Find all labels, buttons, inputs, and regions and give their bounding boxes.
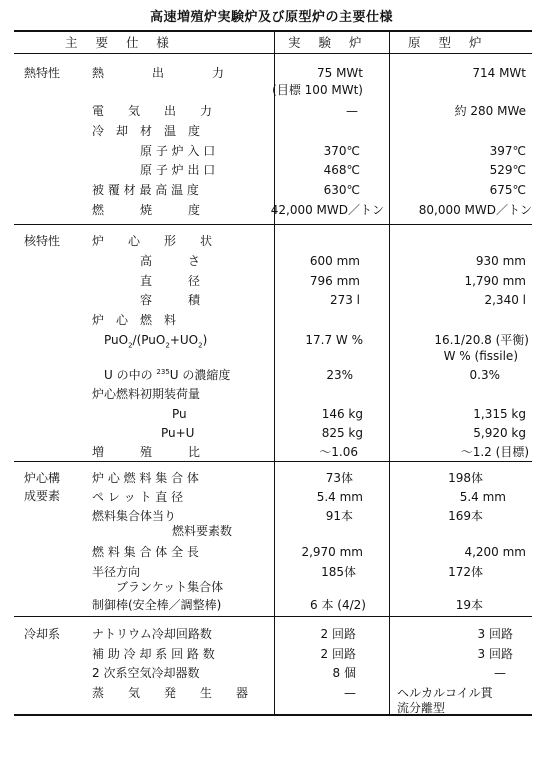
label-sodium-loops: ナトリウム冷却回路数 <box>92 627 212 641</box>
proto-puo2-unit: W % (fissile) <box>443 349 518 363</box>
proto-steam-generator: ヘルカルコイル貫 <box>397 686 493 700</box>
exp-pu-u: 825 kg <box>321 426 363 440</box>
proto-pu: 1,315 kg <box>473 407 526 421</box>
proto-u235-enrichment: 0.3% <box>469 368 500 382</box>
exp-reactor-outlet: 468℃ <box>323 163 360 177</box>
exp-aux-loops: 2 回路 <box>320 647 356 661</box>
header-prototype: 原 型 炉 <box>408 35 489 50</box>
proto-thermal-power: 714 MWt <box>472 66 526 80</box>
section-thermal: 熱特性 <box>24 66 61 80</box>
label-core-fuel: 炉 心 燃 料 <box>92 313 177 327</box>
label-assembly-length: 燃 料 集 合 体 全 長 <box>92 545 199 559</box>
label-u235-enrichment: U の中の $^{235}$U の濃縮度 <box>104 368 231 382</box>
exp-reactor-inlet: 370℃ <box>323 144 360 158</box>
exp-steam-generator: — <box>344 686 356 700</box>
proto-air-coolers: — <box>494 666 506 680</box>
label-air-coolers: 2 次系空気冷却器数 <box>92 666 200 680</box>
exp-thermal-power-target: (目標 100 MWt) <box>272 83 363 97</box>
section-rule-core <box>14 616 532 617</box>
header-rule <box>14 53 532 54</box>
proto-aux-loops: 3 回路 <box>477 647 513 661</box>
exp-sodium-loops: 2 回路 <box>320 627 356 641</box>
exp-burnup: 42,000 MWD／トン <box>270 203 384 217</box>
exp-pellet-diameter: 5.4 mm <box>316 490 363 504</box>
proto-height: 930 mm <box>475 254 526 268</box>
proto-electric-power: 約 280 MWe <box>454 104 526 118</box>
proto-radial-blanket: 172体 <box>448 565 483 579</box>
exp-cladding-temp: 630℃ <box>323 183 360 197</box>
label-puo2-ratio: $PuO_2/(PuO_2+UO_2)$ <box>104 333 208 350</box>
header-experimental: 実 験 炉 <box>288 35 369 50</box>
label-reactor-outlet: 原 子 炉 出 口 <box>140 163 216 177</box>
label-pins-per-assembly: 燃料集合体当り <box>92 509 177 523</box>
table-title: 高速増殖炉実験炉及び原型炉の主要仕様 <box>149 10 393 25</box>
label-radial-blanket-2: ブランケット集合体 <box>116 580 224 594</box>
section-rule-thermal <box>14 224 532 225</box>
proto-pellet-diameter: 5.4 mm <box>459 490 506 504</box>
label-pellet-diameter: ペ レ ッ ト 直 径 <box>92 490 184 504</box>
proto-control-rods: 19本 <box>455 598 483 612</box>
exp-electric-power: — <box>346 104 358 118</box>
proto-burnup: 80,000 MWD／トン <box>418 203 532 217</box>
exp-air-coolers: 8 個 <box>332 666 356 680</box>
exp-assembly-length: 2,970 mm <box>301 545 363 559</box>
proto-pu-u: 5,920 kg <box>473 426 526 440</box>
proto-puo2-ratio: 16.1/20.8 (平衡) <box>434 333 529 347</box>
label-control-rods: 制御棒(安全棒／調整棒) <box>92 598 222 612</box>
label-diameter: 直 径 <box>140 274 201 288</box>
section-rule-nuclear <box>14 461 532 462</box>
label-breeding-ratio: 増 殖 比 <box>92 445 201 459</box>
label-fuel-assemblies: 炉 心 燃 料 集 合 体 <box>92 471 199 485</box>
proto-diameter: 1,790 mm <box>464 274 526 288</box>
label-burnup: 燃 焼 度 <box>92 203 201 217</box>
label-pins-per-assembly-2: 燃料要素数 <box>172 524 233 538</box>
label-steam-generator: 蒸 気 発 生 器 <box>92 686 249 700</box>
exp-thermal-power: 75 MWt <box>316 66 363 80</box>
proto-breeding-ratio: 〜1.2 (目標) <box>460 445 529 459</box>
proto-cladding-temp: 675℃ <box>489 183 526 197</box>
label-thermal-power: 熱 出 力 <box>92 66 225 80</box>
exp-pins-per-assembly: 91本 <box>325 509 353 523</box>
label-core-shape: 炉 心 形 状 <box>92 234 213 248</box>
label-pu-u: Pu+U <box>161 426 195 440</box>
label-cladding-temp: 被 覆 材 最 高 温 度 <box>92 183 199 197</box>
label-initial-fuel-load: 炉心燃料初期装荷量 <box>92 387 201 401</box>
proto-reactor-outlet: 529℃ <box>489 163 526 177</box>
label-aux-loops: 補 助 冷 却 系 回 路 数 <box>92 647 215 661</box>
bottom-rule <box>14 714 532 716</box>
exp-breeding-ratio: 〜1.06 <box>319 445 358 459</box>
exp-volume: 273 l <box>329 293 360 307</box>
label-reactor-inlet: 原 子 炉 入 口 <box>140 144 216 158</box>
proto-volume: 2,340 l <box>484 293 526 307</box>
exp-u235-enrichment: 23% <box>326 368 353 382</box>
section-core-1: 炉心構 <box>24 471 61 485</box>
proto-steam-generator-2: 流分離型 <box>397 701 446 715</box>
exp-pu: 146 kg <box>321 407 363 421</box>
section-cooling: 冷却系 <box>24 627 61 641</box>
section-nuclear: 核特性 <box>24 234 61 248</box>
exp-control-rods: 6 本 (4/2) <box>310 598 366 612</box>
label-pu: Pu <box>172 407 187 421</box>
col-divider-2 <box>389 31 390 715</box>
label-height: 高 さ <box>140 254 201 268</box>
exp-fuel-assemblies: 73体 <box>325 471 353 485</box>
exp-radial-blanket: 185体 <box>321 565 356 579</box>
header-item: 主 要 仕 様 <box>65 35 176 50</box>
exp-diameter: 796 mm <box>309 274 360 288</box>
proto-sodium-loops: 3 回路 <box>477 627 513 641</box>
exp-height: 600 mm <box>309 254 360 268</box>
label-volume: 容 積 <box>140 293 201 307</box>
label-coolant-temp: 冷 却 材 温 度 <box>92 124 201 138</box>
exp-puo2-ratio: 17.7 W % <box>305 333 363 347</box>
proto-reactor-inlet: 397℃ <box>489 144 526 158</box>
proto-pins-per-assembly: 169本 <box>448 509 483 523</box>
top-rule <box>14 30 532 32</box>
label-electric-power: 電 気 出 力 <box>92 104 213 118</box>
proto-fuel-assemblies: 198体 <box>448 471 483 485</box>
col-divider-1 <box>274 31 275 715</box>
label-radial-blanket: 半径方向 <box>92 565 141 579</box>
proto-assembly-length: 4,200 mm <box>464 545 526 559</box>
section-core-2: 成要素 <box>24 489 61 503</box>
